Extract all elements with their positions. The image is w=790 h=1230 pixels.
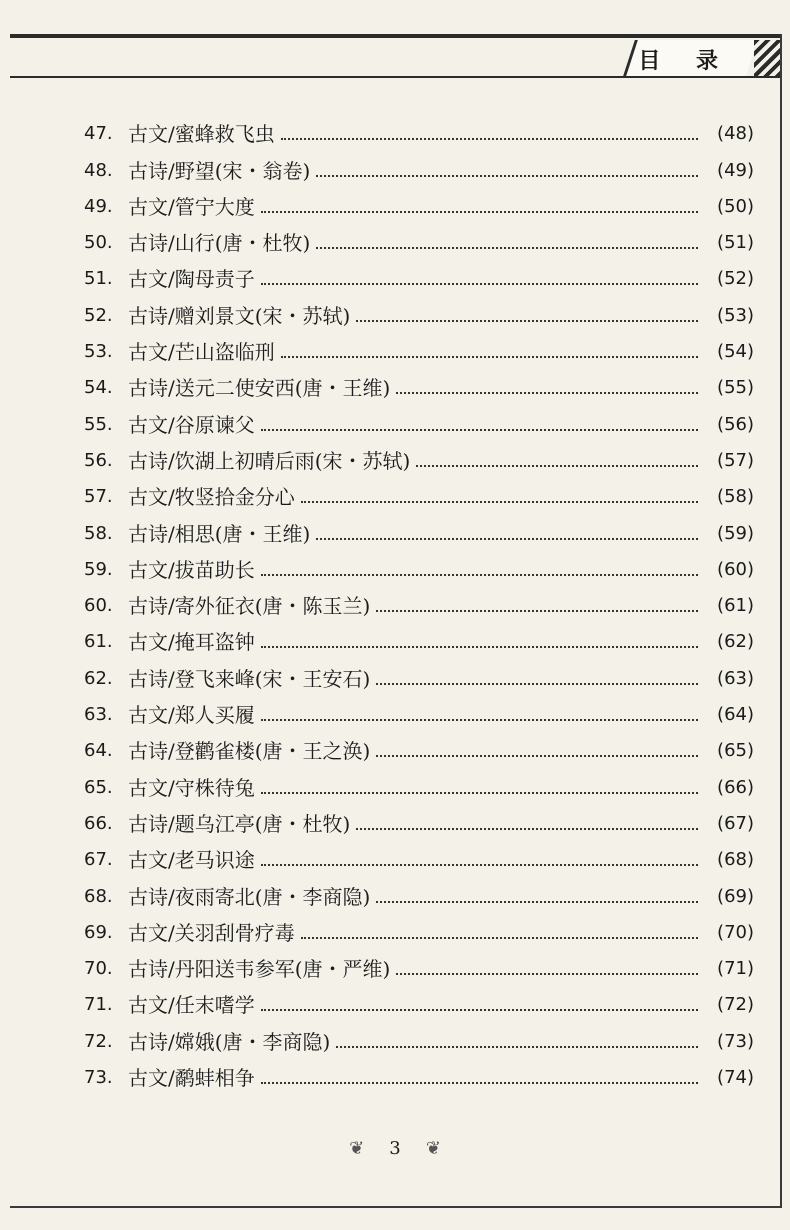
toc-entry-page: (56)	[717, 413, 754, 435]
toc-entry-number: 64.	[84, 740, 113, 762]
page-footer	[0, 1138, 790, 1159]
toc-leader-dots	[261, 646, 698, 648]
toc-entry-page: (48)	[717, 123, 754, 145]
toc-entry-page: (63)	[717, 667, 754, 689]
toc-leader-dots	[281, 138, 698, 140]
toc-leader-dots	[316, 247, 698, 249]
toc-entry-page: (65)	[717, 740, 754, 762]
toc-entry-page: (61)	[717, 595, 754, 617]
toc-entry[interactable]	[84, 911, 754, 947]
toc-entry-title: 古诗/相思(唐・王维)	[128, 521, 311, 546]
toc-entry[interactable]	[84, 620, 754, 656]
toc-entry-title: 古文/谷原谏父	[128, 412, 255, 437]
toc-entry-title: 古诗/嫦娥(唐・李商隐)	[128, 1029, 331, 1054]
toc-entry-title: 古文/掩耳盗钟	[128, 630, 255, 655]
toc-entry-number: 54.	[84, 377, 113, 399]
toc-leader-dots	[376, 683, 698, 685]
toc-entry[interactable]	[84, 947, 754, 983]
toc-entry[interactable]	[84, 693, 754, 729]
toc-entry-number: 69.	[84, 921, 113, 943]
toc-entry-title: 古诗/饮湖上初晴后雨(宋・苏轼)	[128, 448, 411, 473]
toc-entry-page: (53)	[717, 304, 754, 326]
toc-leader-dots	[261, 574, 698, 576]
toc-entry[interactable]	[84, 874, 754, 910]
toc-entry-page: (58)	[717, 486, 754, 508]
toc-entry-number: 73.	[84, 1067, 113, 1089]
toc-entry-number: 71.	[84, 994, 113, 1016]
toc-leader-dots	[261, 1082, 698, 1084]
toc-entry-number: 72.	[84, 1030, 113, 1052]
toc-leader-dots	[261, 211, 698, 213]
toc-leader-dots	[376, 610, 698, 612]
toc-entry-number: 61.	[84, 631, 113, 653]
toc-leader-dots	[396, 392, 698, 394]
toc-entry[interactable]	[84, 548, 754, 584]
toc-leader-dots	[316, 175, 698, 177]
toc-entry-number: 51.	[84, 268, 113, 290]
toc-leader-dots	[261, 1009, 698, 1011]
toc-entry-title: 古文/守株待兔	[128, 775, 255, 800]
toc-entry-page: (66)	[717, 776, 754, 798]
toc-entry-title: 古诗/赠刘景文(宋・苏轼)	[128, 303, 351, 328]
page-number: 3	[389, 1138, 401, 1159]
toc-entry-number: 62.	[84, 667, 113, 689]
toc-entry-page: (73)	[717, 1030, 754, 1052]
toc-entry-page: (74)	[717, 1067, 754, 1089]
toc-leader-dots	[261, 719, 698, 721]
toc-entry-title: 古文/管宁大度	[128, 194, 255, 219]
toc-entry-title: 古诗/山行(唐・杜牧)	[128, 231, 311, 256]
toc-leader-dots	[261, 864, 698, 866]
toc-entry-page: (67)	[717, 812, 754, 834]
toc-entry-number: 53.	[84, 341, 113, 363]
toc-entry-number: 57.	[84, 486, 113, 508]
toc-entry-title: 古诗/登鹳雀楼(唐・王之涣)	[128, 739, 371, 764]
toc-entry[interactable]	[84, 511, 754, 547]
toc-entry-number: 52.	[84, 304, 113, 326]
toc-entry-number: 55.	[84, 413, 113, 435]
toc-entry-number: 65.	[84, 776, 113, 798]
toc-entry[interactable]	[84, 366, 754, 402]
toc-entry[interactable]	[84, 293, 754, 329]
toc-entry-title: 古诗/题乌江亭(唐・杜牧)	[128, 811, 351, 836]
toc-entry[interactable]	[84, 475, 754, 511]
toc-leader-dots	[376, 901, 698, 903]
toc-entry-number: 59.	[84, 558, 113, 580]
toc-leader-dots	[301, 937, 698, 939]
toc-entry-number: 50.	[84, 232, 113, 254]
toc-entry-number: 63.	[84, 704, 113, 726]
toc-entry-title: 古诗/送元二使安西(唐・王维)	[128, 376, 391, 401]
toc-entry[interactable]	[84, 584, 754, 620]
toc-leader-dots	[376, 755, 698, 757]
toc-entry[interactable]	[84, 656, 754, 692]
toc-entry-page: (59)	[717, 522, 754, 544]
toc-entry-page: (70)	[717, 921, 754, 943]
toc-entry-number: 47.	[84, 123, 113, 145]
toc-entry-page: (72)	[717, 994, 754, 1016]
toc-entry[interactable]	[84, 185, 754, 221]
toc-entry-page: (69)	[717, 885, 754, 907]
toc-entry-page: (50)	[717, 195, 754, 217]
toc-entry-number: 68.	[84, 885, 113, 907]
page-title: 目 录	[638, 49, 732, 74]
toc-entry-title: 古文/任末嗜学	[128, 993, 255, 1018]
toc-leader-dots	[261, 792, 698, 794]
toc-entry-number: 56.	[84, 449, 113, 471]
table-of-contents	[84, 112, 754, 1092]
toc-leader-dots	[356, 320, 698, 322]
toc-entry[interactable]	[84, 1019, 754, 1055]
toc-entry[interactable]	[84, 729, 754, 765]
toc-entry[interactable]	[84, 439, 754, 475]
toc-entry-page: (57)	[717, 449, 754, 471]
toc-entry-title: 古文/蜜蜂救飞虫	[128, 122, 275, 147]
toc-entry[interactable]	[84, 765, 754, 801]
toc-entry[interactable]	[84, 802, 754, 838]
toc-leader-dots	[261, 283, 698, 285]
toc-entry-number: 66.	[84, 812, 113, 834]
toc-entry-title: 古文/拔苗助长	[128, 557, 255, 582]
toc-leader-dots	[336, 1046, 698, 1048]
toc-entry[interactable]	[84, 1056, 754, 1092]
toc-entry[interactable]	[84, 221, 754, 257]
toc-entry-page: (55)	[717, 377, 754, 399]
toc-entry-page: (60)	[717, 558, 754, 580]
toc-entry-title: 古文/芒山盗临刑	[128, 340, 275, 365]
toc-entry-title: 古诗/野望(宋・翁卷)	[128, 158, 311, 183]
toc-entry-page: (64)	[717, 704, 754, 726]
toc-entry-title: 古诗/寄外征衣(唐・陈玉兰)	[128, 594, 371, 619]
toc-entry[interactable]	[84, 330, 754, 366]
toc-leader-dots	[356, 828, 698, 830]
toc-entry-number: 49.	[84, 195, 113, 217]
toc-entry[interactable]	[84, 257, 754, 293]
toc-entry-page: (51)	[717, 232, 754, 254]
toc-entry-title: 古文/老马识途	[128, 848, 255, 873]
toc-entry-page: (68)	[717, 849, 754, 871]
toc-leader-dots	[301, 501, 698, 503]
toc-entry[interactable]	[84, 112, 754, 148]
toc-entry-title: 古诗/夜雨寄北(唐・李商隐)	[128, 884, 371, 909]
toc-entry[interactable]	[84, 838, 754, 874]
toc-entry[interactable]	[84, 148, 754, 184]
toc-entry-title: 古文/关羽刮骨疗毒	[128, 920, 295, 945]
toc-entry-page: (52)	[717, 268, 754, 290]
toc-entry-title: 古文/鹬蚌相争	[128, 1066, 255, 1091]
toc-leader-dots	[416, 465, 698, 467]
toc-leader-dots	[261, 429, 698, 431]
toc-entry-page: (54)	[717, 341, 754, 363]
toc-leader-dots	[316, 538, 698, 540]
toc-entry[interactable]	[84, 402, 754, 438]
toc-entry-number: 70.	[84, 958, 113, 980]
toc-entry-page: (62)	[717, 631, 754, 653]
toc-entry-title: 古文/陶母责子	[128, 267, 255, 292]
toc-entry-page: (71)	[717, 958, 754, 980]
toc-entry[interactable]	[84, 983, 754, 1019]
toc-entry-title: 古诗/丹阳送韦参军(唐・严维)	[128, 957, 391, 982]
toc-entry-number: 48.	[84, 159, 113, 181]
toc-entry-number: 58.	[84, 522, 113, 544]
toc-leader-dots	[281, 356, 698, 358]
footer-ornament-left-icon: ❦	[349, 1138, 365, 1159]
footer-ornament-right-icon: ❦	[425, 1138, 441, 1159]
toc-leader-dots	[396, 973, 698, 975]
toc-entry-number: 67.	[84, 849, 113, 871]
toc-entry-number: 60.	[84, 595, 113, 617]
toc-entry-title: 古文/牧竖拾金分心	[128, 485, 295, 510]
toc-entry-page: (49)	[717, 159, 754, 181]
toc-entry-title: 古诗/登飞来峰(宋・王安石)	[128, 666, 371, 691]
toc-entry-title: 古文/郑人买履	[128, 703, 255, 728]
